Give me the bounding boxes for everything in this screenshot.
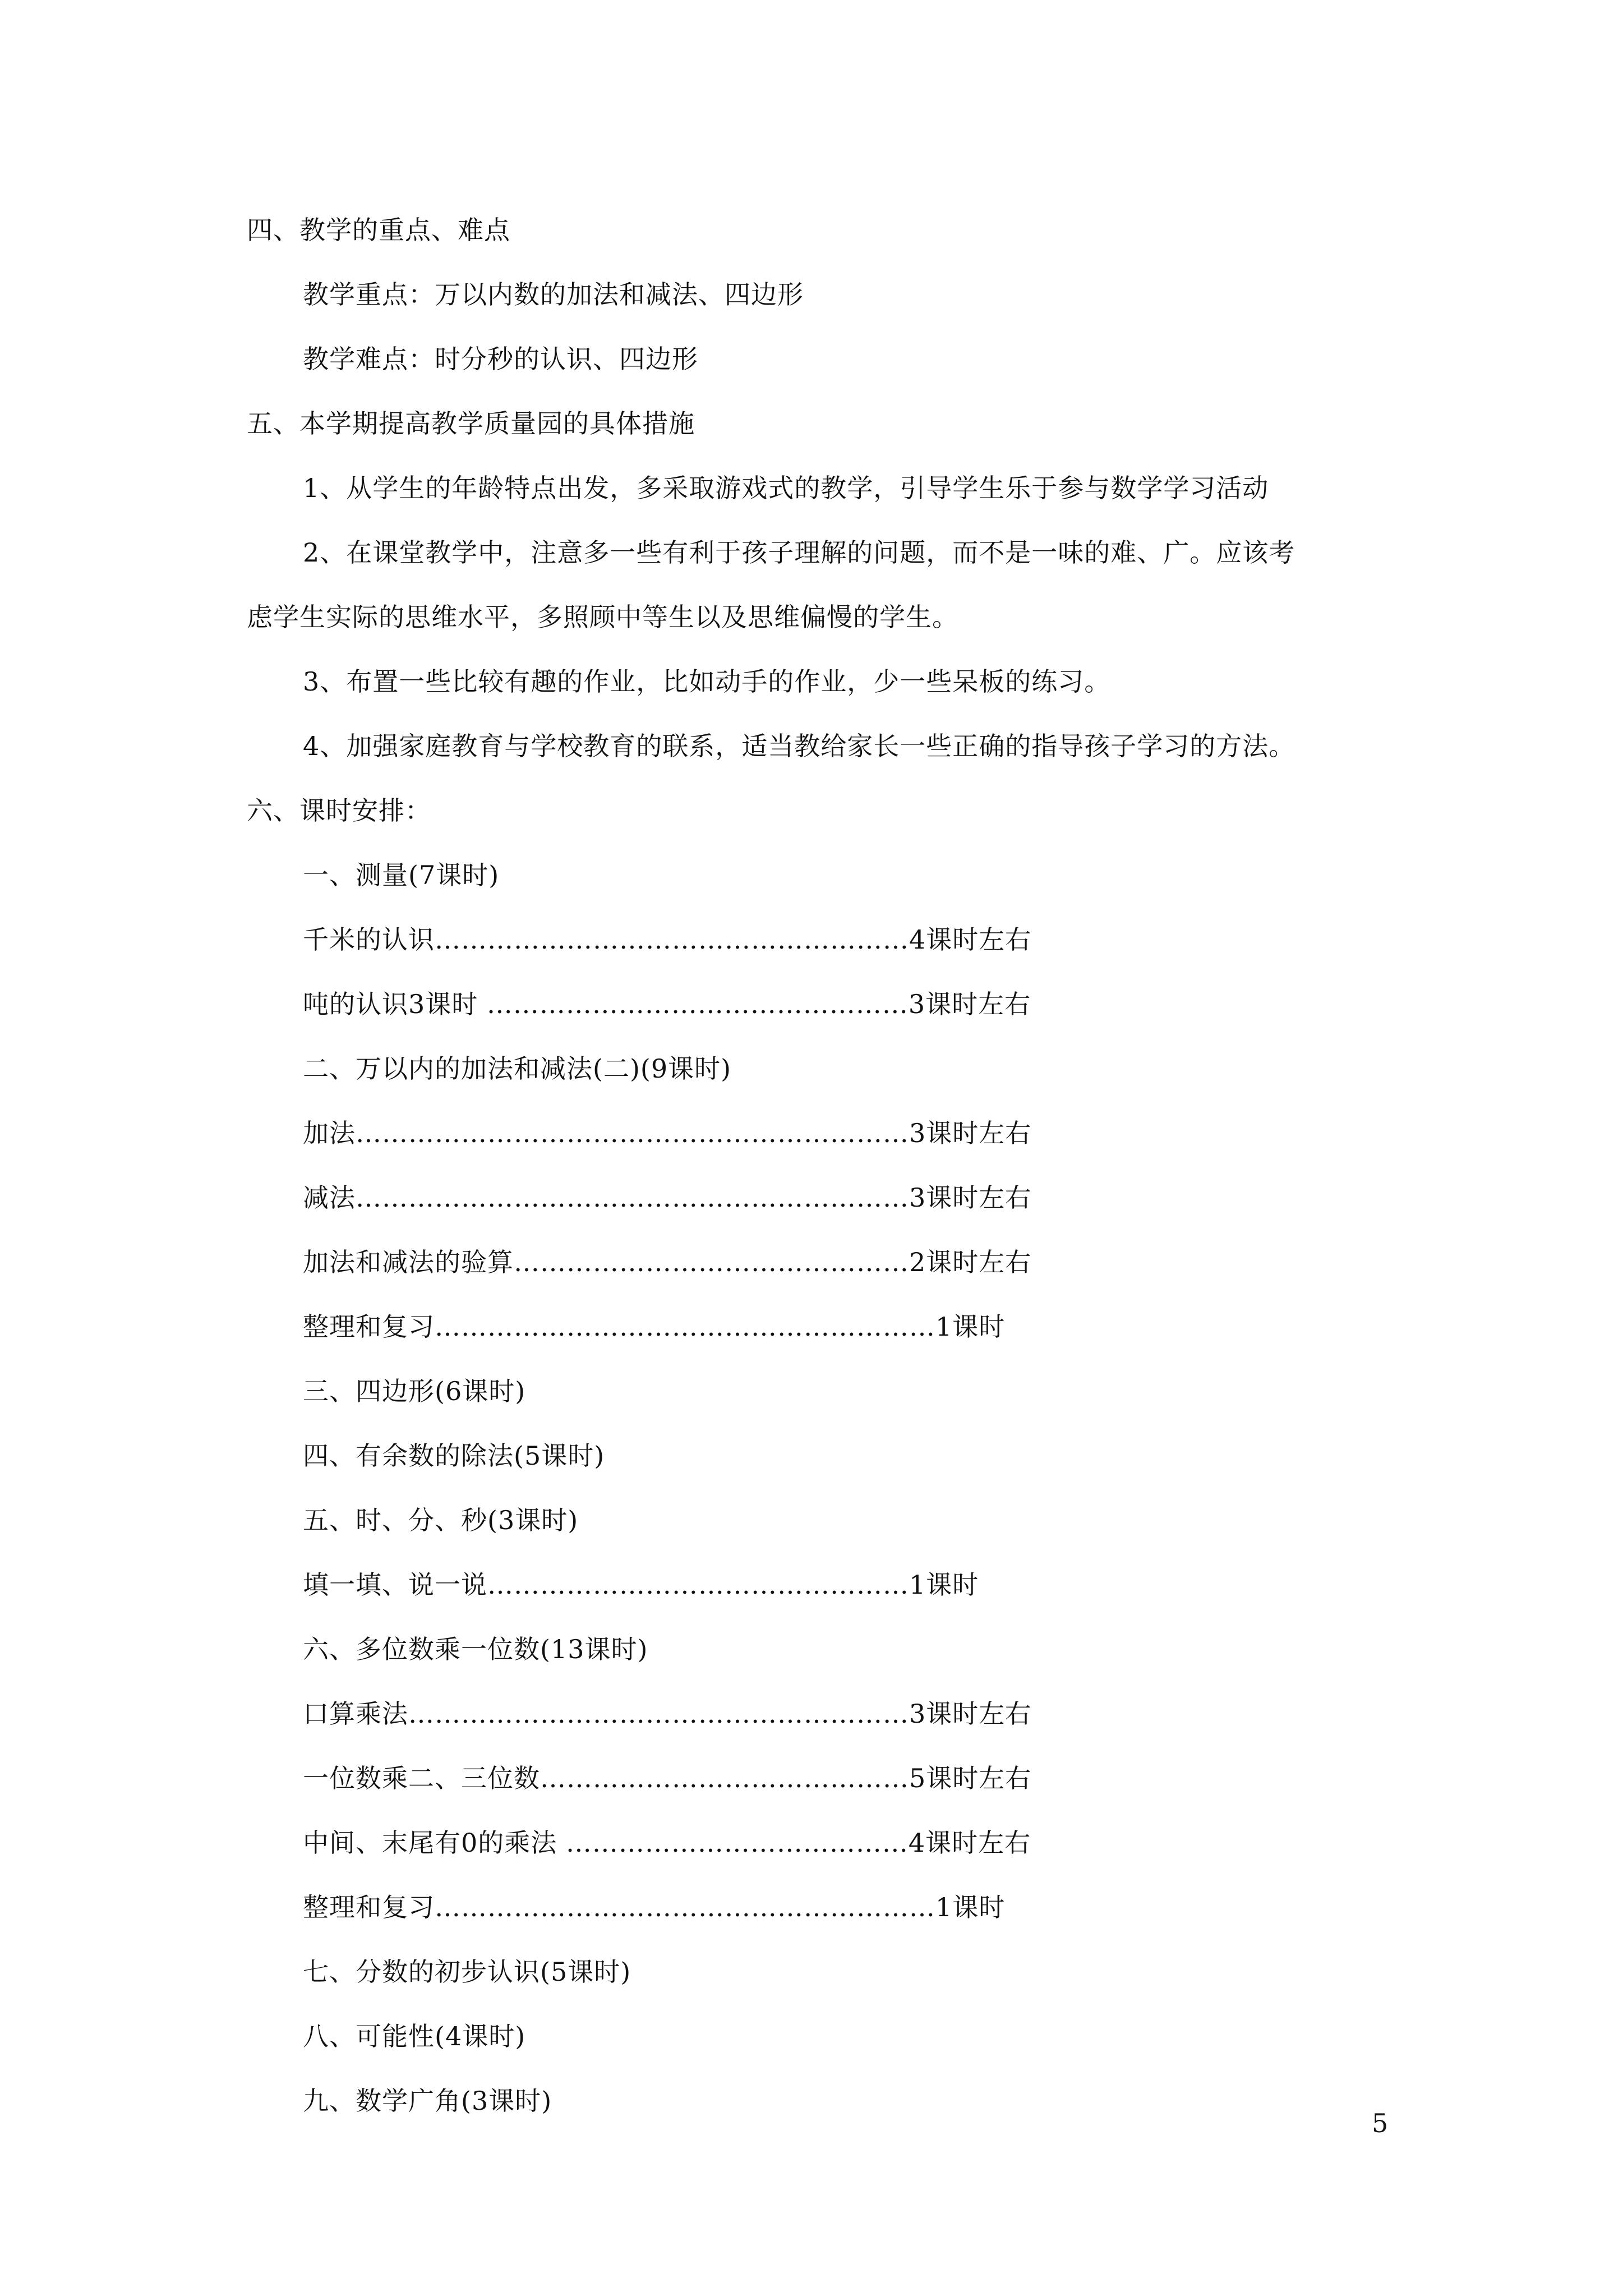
- schedule-row: 吨的认识3课时 …………………………………………3课时左右: [303, 989, 1031, 1019]
- teaching-difficulty-line: 教学难点：时分秒的认识、四边形: [303, 344, 698, 374]
- schedule-row: 整理和复习…………………………………………………1课时: [303, 1892, 1006, 1922]
- measure-item-4: 4、加强家庭教育与学校教育的联系，适当教给家长一些正确的指导孩子学习的方法。: [303, 731, 1295, 761]
- measure-item-2: 2、在课堂教学中，注意多一些有利于孩子理解的问题，而不是一味的难、广。应该考: [303, 537, 1295, 568]
- schedule-row: 一位数乘二、三位数……………………………………5课时左右: [303, 1763, 1032, 1793]
- schedule-row: 加法………………………………………………………3课时左右: [303, 1118, 1032, 1148]
- teaching-focus-line: 教学重点：万以内数的加法和减法、四边形: [303, 279, 804, 310]
- schedule-row: 填一填、说一说…………………………………………1课时: [303, 1570, 979, 1600]
- schedule-row: 加法和减法的验算………………………………………2课时左右: [303, 1247, 1032, 1277]
- page-number: 5: [1372, 2108, 1389, 2138]
- schedule-row: 中间、末尾有0的乘法 …………………………………4课时左右: [303, 1828, 1031, 1858]
- unit-9-heading: 九、数学广角(3课时): [303, 2086, 552, 2116]
- schedule-row: 整理和复习…………………………………………………1课时: [303, 1312, 1006, 1342]
- unit-4-heading: 四、有余数的除法(5课时): [303, 1441, 605, 1471]
- schedule-row: 减法………………………………………………………3课时左右: [303, 1182, 1032, 1213]
- unit-7-heading: 七、分数的初步认识(5课时): [303, 1957, 631, 1987]
- section-heading-measures: 五、本学期提高教学质量园的具体措施: [247, 408, 695, 439]
- section-heading-schedule: 六、课时安排：: [247, 795, 431, 826]
- unit-2-heading: 二、万以内的加法和减法(二)(9课时): [303, 1053, 732, 1084]
- unit-6-heading: 六、多位数乘一位数(13课时): [303, 1634, 648, 1664]
- unit-3-heading: 三、四边形(6课时): [303, 1376, 526, 1406]
- section-heading-key-points: 四、教学的重点、难点: [247, 215, 510, 245]
- measure-item-3: 3、布置一些比较有趣的作业，比如动手的作业，少一些呆板的练习。: [303, 666, 1111, 697]
- measure-item-2-continued: 虑学生实际的思维水平，多照顾中等生以及思维偏慢的学生。: [247, 602, 958, 632]
- unit-1-heading: 一、测量(7课时): [303, 860, 500, 890]
- measure-item-1: 1、从学生的年龄特点出发，多采取游戏式的教学，引导学生乐于参与数学学习活动: [303, 473, 1269, 503]
- unit-5-heading: 五、时、分、秒(3课时): [303, 1505, 579, 1535]
- unit-8-heading: 八、可能性(4课时): [303, 2021, 526, 2051]
- schedule-row: 千米的认识………………………………………………4课时左右: [303, 924, 1032, 955]
- schedule-row: 口算乘法…………………………………………………3课时左右: [303, 1699, 1032, 1729]
